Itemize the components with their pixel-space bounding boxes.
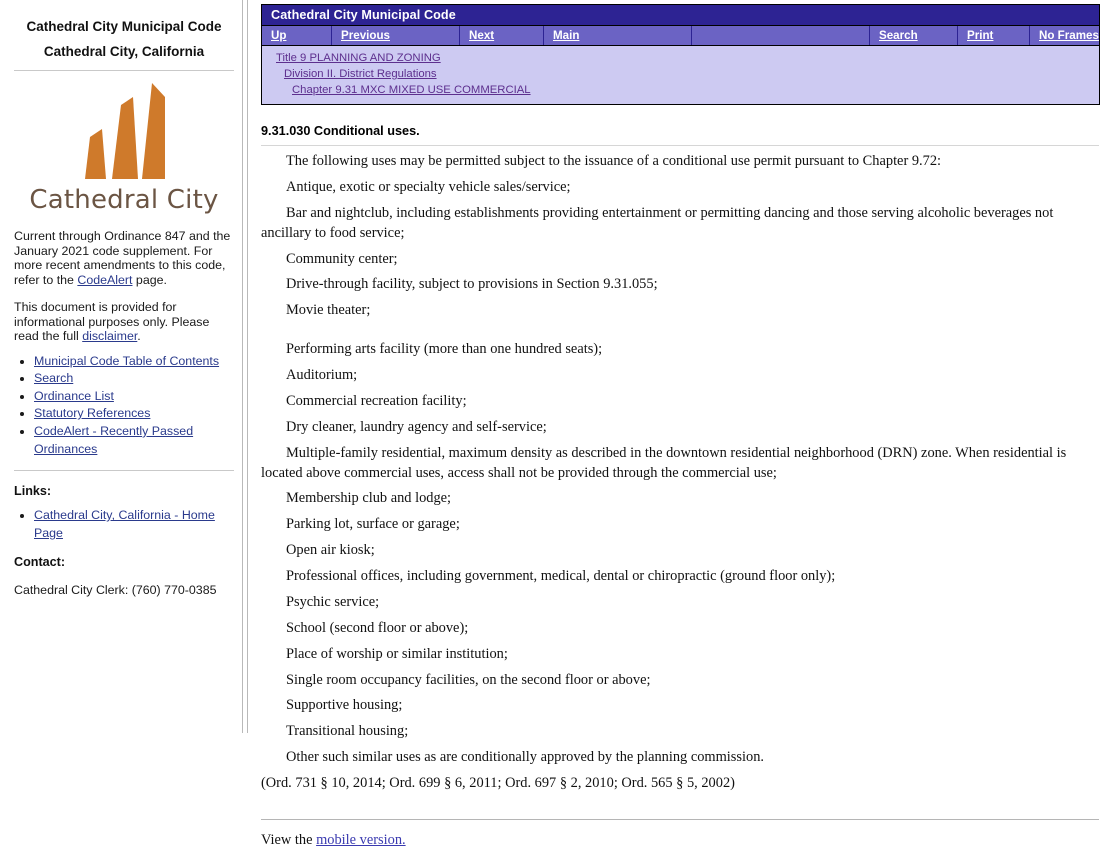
nav-button-previous[interactable]: [332, 26, 460, 45]
footer-divider: [261, 819, 1099, 820]
mobile-version-link[interactable]: mobile version.: [316, 831, 406, 848]
main-content: [248, 0, 1107, 848]
sidebar-link-codealert-ordinances[interactable]: CodeAlert - Recently Passed Ordinances: [34, 423, 194, 456]
conditional-use-item: Supportive housing;: [286, 697, 403, 714]
nav-button-next[interactable]: [460, 26, 544, 45]
conditional-use-item: Dry cleaner, laundry agency and self-service;: [286, 418, 547, 435]
nav-button-main-label: Main: [553, 29, 580, 42]
sidebar: [0, 0, 248, 733]
footer-note: [261, 832, 1107, 849]
list-item: [34, 423, 236, 458]
codealert-link[interactable]: CodeAlert: [77, 272, 133, 287]
conditional-use-item: Bar and nightclub, including establishments providing entertainment or permitting dancing and those serving alcoholic beverages not ancillary to food service;: [261, 204, 1054, 241]
section-heading-rule: [261, 145, 1099, 146]
conditional-use-item: Multiple-family residential, maximum density as described in the downtown residential neighborhood (DRN) zone. When residential is located above commercial uses, access shall not be provided through the commercial use;: [261, 444, 1067, 481]
nav-title: Cathedral City Municipal Code: [262, 5, 1099, 26]
sidebar-links-divider: [14, 470, 234, 471]
sidebar-link-search[interactable]: Search: [34, 371, 74, 386]
nav-button-print[interactable]: [958, 26, 1030, 45]
sidebar-link-home-page[interactable]: Cathedral City, California - Home Page: [34, 508, 215, 540]
currency-note-before: Current through Ordinance 847 and the January 2021 code supplement. For more recent amendments to this code, refer to the: [14, 229, 231, 287]
list-item: [34, 353, 236, 371]
currency-note-after: page.: [132, 272, 167, 287]
disclaimer-note: [14, 300, 234, 344]
nav-button-main[interactable]: [544, 26, 692, 45]
nav-button-previous-label: Previous: [341, 29, 390, 42]
sidebar-title-line2: Cathedral City, California: [43, 43, 205, 59]
sidebar-link-ordinance-list[interactable]: Ordinance List: [34, 388, 114, 403]
list-item: [34, 388, 236, 406]
list-item: [34, 405, 236, 423]
conditional-use-item: Membership club and lodge;: [286, 490, 452, 507]
list-item: [34, 507, 236, 542]
conditional-use-item: Parking lot, surface or garage;: [286, 516, 460, 533]
code-section-body: [248, 124, 1107, 794]
footer-note-before: View the: [261, 831, 317, 848]
paragraph-spacer: [261, 321, 1099, 334]
contact-heading: Contact:: [14, 555, 66, 570]
disclaimer-note-after: .: [137, 329, 141, 343]
conditional-use-item: Drive-through facility, subject to provisions in Section 9.31.055;: [286, 276, 658, 293]
sidebar-link-table-of-contents[interactable]: Municipal Code Table of Contents: [34, 353, 220, 368]
conditional-use-item: Performing arts facility (more than one hundred seats);: [286, 341, 603, 358]
conditional-use-item: Movie theater;: [286, 302, 371, 319]
sidebar-link-statutory-references[interactable]: Statutory References: [34, 406, 151, 421]
section-intro-paragraph: The following uses may be permitted subject to the issuance of a conditional use permit pursuant to Chapter 9.72:: [286, 153, 942, 170]
contact-text: Cathedral City Clerk: (760) 770-0385: [14, 583, 217, 598]
disclaimer-link[interactable]: disclaimer: [82, 329, 138, 343]
disclaimer-note-before: This document is provided for informational purposes only. Please read the full: [14, 300, 210, 343]
sidebar-nav-list: [12, 353, 236, 459]
sidebar-external-links: [12, 507, 236, 542]
conditional-use-item: Professional offices, including government, medical, dental or chiropractic (ground floor only);: [286, 568, 836, 585]
nav-button-search-label: Search: [879, 29, 918, 42]
nav-button-print-label: Print: [967, 29, 994, 42]
breadcrumb-chapter-9-31[interactable]: Chapter 9.31 MXC MIXED USE COMMERCIAL: [292, 84, 531, 97]
conditional-use-item: Place of worship or similar institution;: [286, 645, 508, 662]
sidebar-title-divider: [14, 70, 234, 71]
city-logo: [12, 75, 236, 215]
list-item: [34, 370, 236, 388]
conditional-use-item: Community center;: [286, 250, 398, 267]
nav-cell-empty: [692, 26, 870, 45]
ordinance-citation: (Ord. 731 § 10, 2014; Ord. 699 § 6, 2011; Ord. 697 § 2, 2010; Ord. 565 § 5, 2002): [261, 775, 735, 792]
nav-button-search[interactable]: [870, 26, 958, 45]
breadcrumb: [262, 46, 1099, 104]
conditional-use-item: Transitional housing;: [286, 723, 409, 740]
page-title: 9.31.030 Conditional uses.: [261, 124, 420, 139]
conditional-use-item: Antique, exotic or specialty vehicle sales/service;: [286, 178, 571, 195]
nav-button-row: [262, 26, 1099, 46]
conditional-use-item: Commercial recreation facility;: [286, 392, 467, 409]
nav-button-no-frames-label: No Frames: [1039, 29, 1099, 42]
conditional-use-item: Open air kiosk;: [286, 542, 375, 559]
cathedral-spires-logo-icon: [68, 75, 180, 183]
currency-note: [14, 229, 234, 287]
conditional-use-item: Single room occupancy facilities, on the second floor or above;: [286, 671, 651, 688]
nav-button-no-frames[interactable]: [1030, 26, 1099, 45]
nav-button-up[interactable]: [262, 26, 332, 45]
conditional-use-item: Psychic service;: [286, 593, 380, 610]
links-heading: Links:: [14, 484, 52, 499]
nav-button-up-label: Up: [271, 29, 287, 42]
breadcrumb-division-2[interactable]: Division II. District Regulations: [284, 68, 437, 81]
conditional-use-item: Auditorium;: [286, 367, 358, 384]
sidebar-title-line1: Cathedral City Municipal Code: [26, 19, 222, 34]
nav-button-next-label: Next: [469, 29, 495, 42]
conditional-use-item: School (second floor or above);: [286, 619, 469, 636]
code-navigation-bar: [261, 4, 1100, 105]
logo-wordmark: Cathedral City: [29, 185, 219, 215]
conditional-use-item: Other such similar uses as are conditionally approved by the planning commission.: [286, 749, 764, 766]
breadcrumb-title-9[interactable]: Title 9 PLANNING AND ZONING: [276, 52, 441, 64]
